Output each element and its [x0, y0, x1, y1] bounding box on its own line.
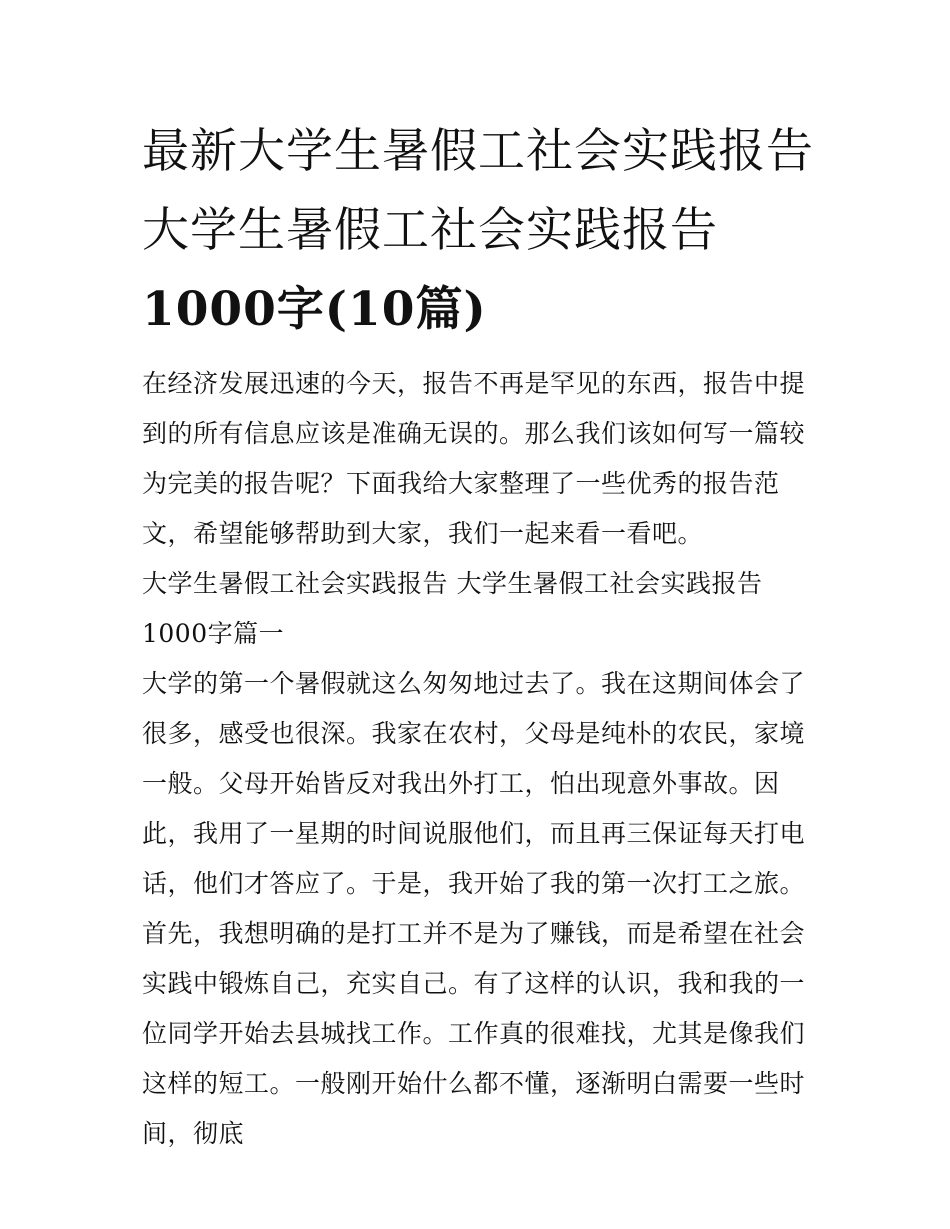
document-title-main: 最新大学生暑假工社会实践报告 大学生暑假工社会实践报告	[142, 124, 814, 258]
document-page	[142, 112, 814, 1159]
body-paragraph: 首先，我想明确的是打工并不是为了赚钱，而是希望在社会实践中锻炼自己，充实自己。有了这样的认识，我和我的一位同学开始去县城找工作。工作真的很难找，尤其是像我们这样的短工。一般刚开始什么都不懂，逐渐明白需要一些时间，彻底	[142, 919, 806, 1148]
document-title	[142, 112, 814, 349]
section-heading: 大学生暑假工社会实践报告 大学生暑假工社会实践报告1000字篇一	[142, 569, 763, 648]
intro-paragraph: 在经济发展迅速的今天，报告不再是罕见的东西，报告中提到的所有信息应该是准确无误的。那么我们该如何写一篇较为完美的报告呢？下面我给大家整理了一些优秀的报告范文，希望能够帮助到大家，我们一起来看一看吧。	[142, 369, 806, 548]
body-paragraph: 大学的第一个暑假就这么匆匆地过去了。我在这期间体会了很多，感受也很深。我家在农村，父母是纯朴的农民，家境一般。父母开始皆反对我出外打工，怕出现意外事故。因此，我用了一星期的时间说服他们，而且再三保证每天打电话，他们才答应了。于是，我开始了我的第一次打工之旅。	[142, 669, 806, 898]
document-title-tail: 1000字(10篇)	[142, 282, 487, 337]
